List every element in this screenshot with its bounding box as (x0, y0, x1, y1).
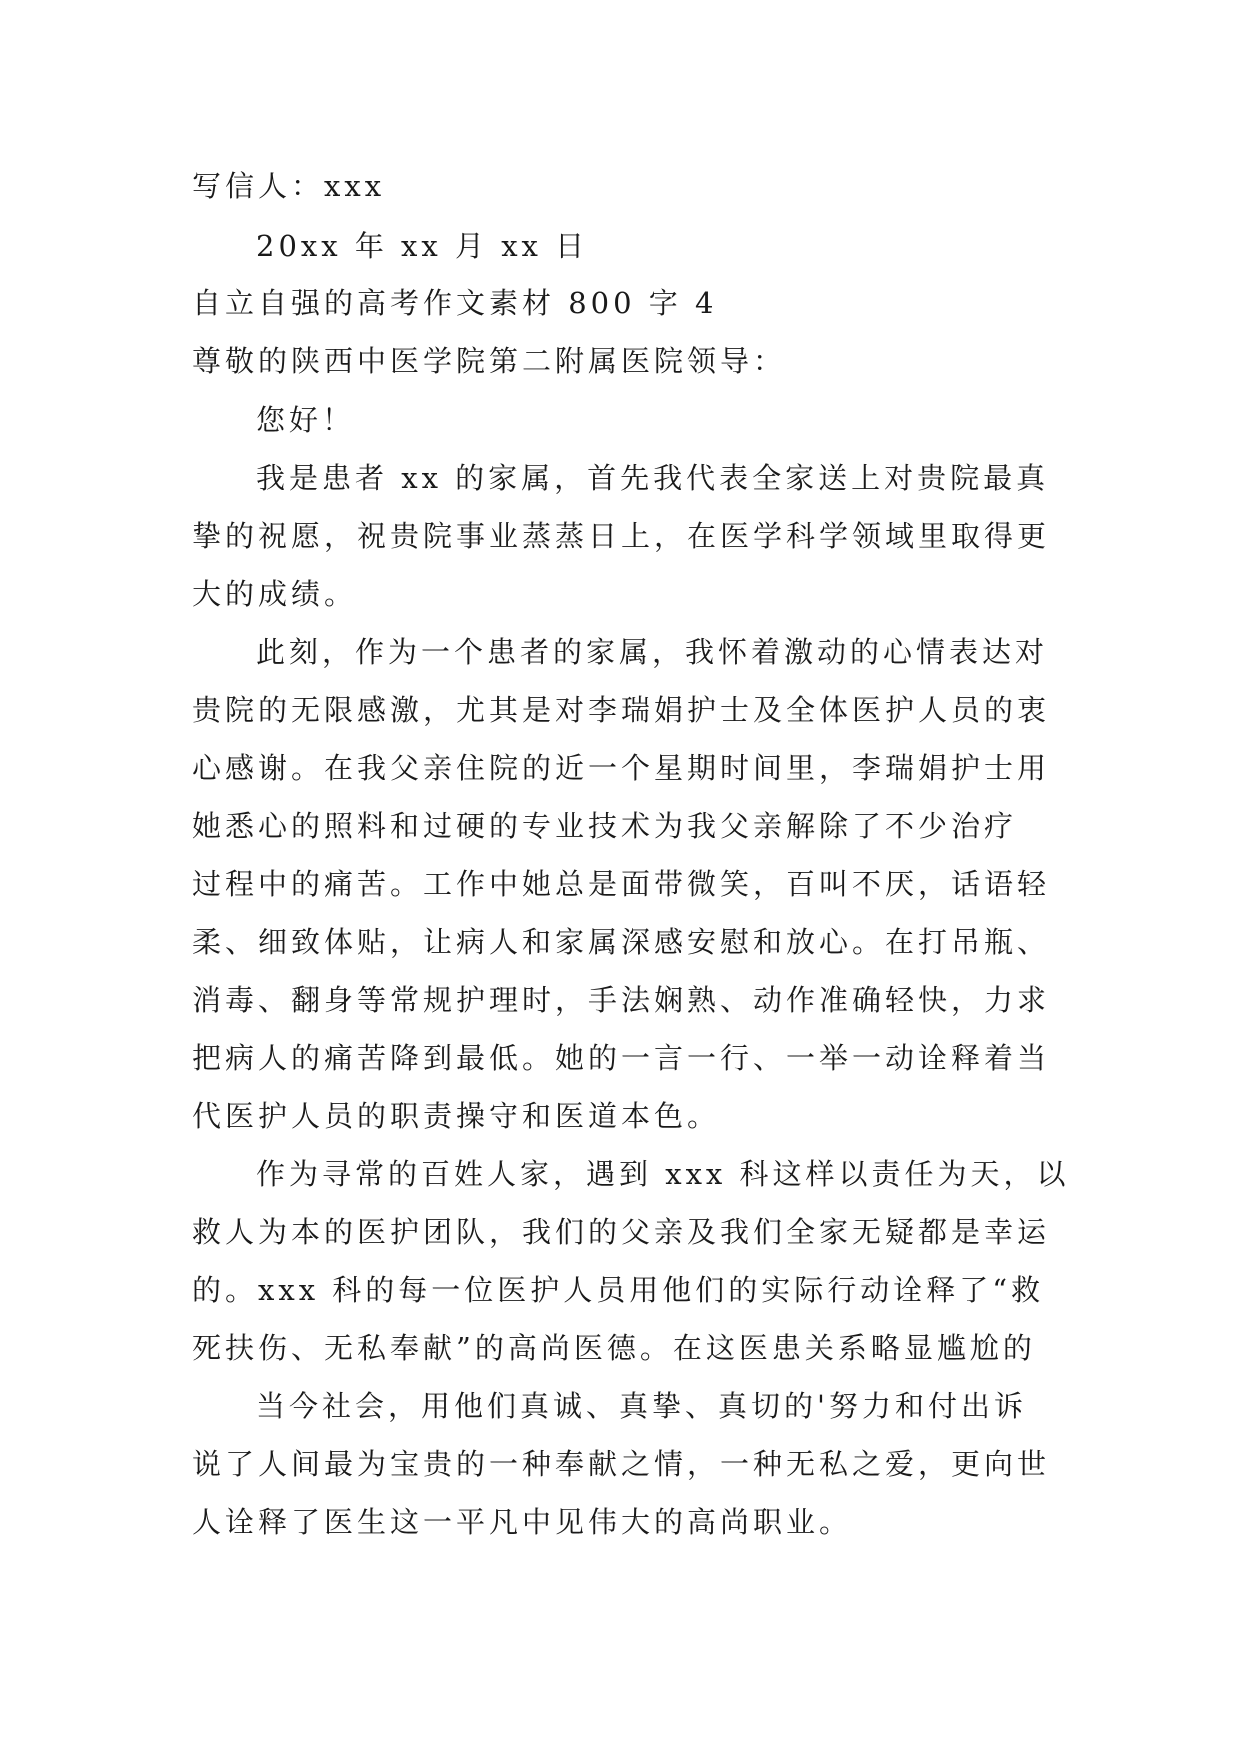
body-line: 贵院的无限感激，尤其是对李瑞娟护士及全体医护人员的衷 (192, 693, 1051, 727)
body-line: 作为寻常的百姓人家，遇到 xxx 科这样以责任为天，以 (256, 1157, 1070, 1191)
salutation: 尊敬的陕西中医学院第二附属医院领导： (192, 344, 787, 378)
body-line: 死扶伤、无私奉献”的高尚医德。在这医患关系略显尴尬的 (192, 1331, 1036, 1365)
body-line: 代医护人员的职责操守和医道本色。 (192, 1099, 721, 1133)
body-line: 挚的祝愿，祝贵院事业蒸蒸日上，在医学科学领域里取得更 (192, 519, 1051, 553)
greeting: 您好！ (256, 403, 356, 437)
body-line: 柔、细致体贴，让病人和家属深感安慰和放心。在打吊瓶、 (192, 925, 1051, 959)
body-line: 人诠释了医生这一平凡中见伟大的高尚职业。 (192, 1505, 853, 1539)
body-line: 大的成绩。 (192, 577, 358, 611)
body-line: 过程中的痛苦。工作中她总是面带微笑，百叫不厌，话语轻 (192, 867, 1051, 901)
date-line: 20xx 年 xx 月 xx 日 (256, 229, 589, 263)
body-line: 把病人的痛苦降到最低。她的一言一行、一举一动诠释着当 (192, 1041, 1051, 1075)
body-line: 心感谢。在我父亲住院的近一个星期时间里，李瑞娟护士用 (192, 751, 1051, 785)
body-line: 的。xxx 科的每一位医护人员用他们的实际行动诠释了“救 (192, 1273, 1045, 1307)
body-line: 此刻，作为一个患者的家属，我怀着激动的心情表达对 (256, 635, 1049, 669)
body-line: 说了人间最为宝贵的一种奉献之情，一种无私之爱，更向世 (192, 1447, 1051, 1481)
body-line: 她悉心的照料和过硬的专业技术为我父亲解除了不少治疗 (192, 809, 1018, 843)
body-line: 当今社会，用他们真诚、真挚、真切的'努力和付出诉 (256, 1389, 1027, 1423)
body-line: 我是患者 xx 的家属，首先我代表全家送上对贵院最真 (256, 461, 1050, 495)
body-line: 消毒、翻身等常规护理时，手法娴熟、动作准确轻快，力求 (192, 983, 1051, 1017)
section-title: 自立自强的高考作文素材 800 字 4 (192, 286, 718, 320)
signature-line: 写信人：xxx (192, 169, 386, 203)
body-line: 救人为本的医护团队，我们的父亲及我们全家无疑都是幸运 (192, 1215, 1051, 1249)
